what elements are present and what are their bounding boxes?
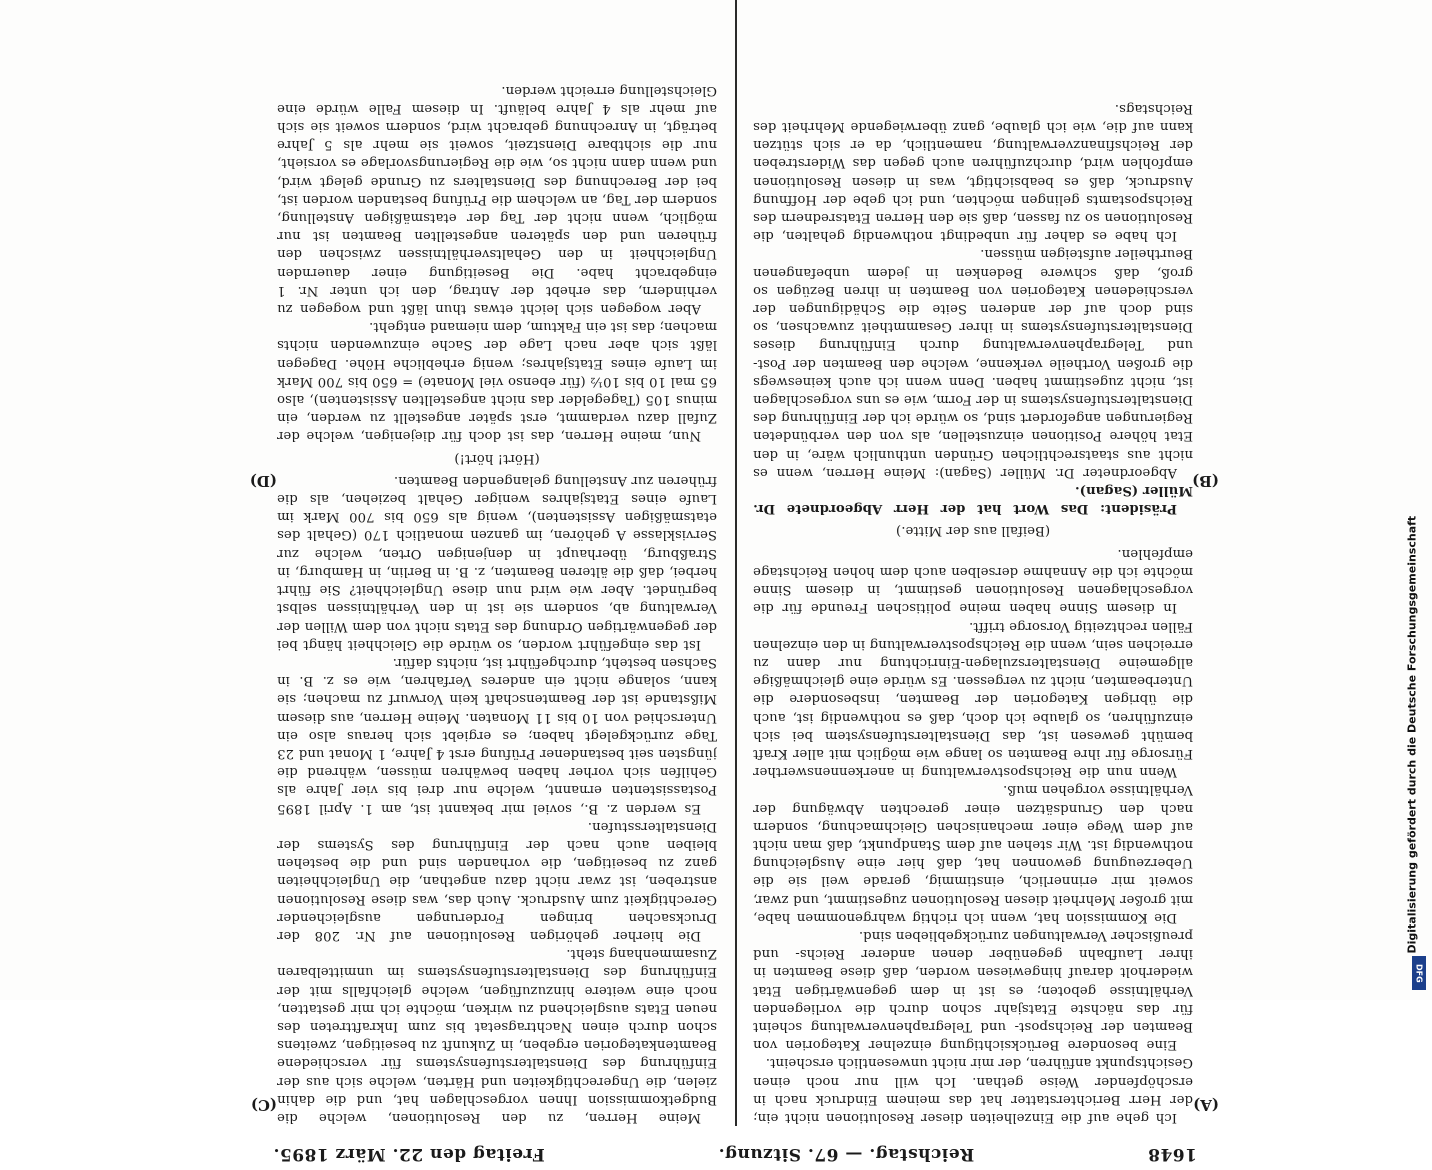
paragraph: Eine besondere Berücksichtigung einzelner Kategorien von Beamten der Reichspost- und Telegraphenverwaltung scheint für das nächste Etatsjahr schon durch die vorliegenden Verhältnisse geboten; es ist in dem gegenwärtigen Etat wiederholt darauf hingewiesen worden, daß diese Beamten in ihrer Laufbahn gegenüber denen anderer Reichs- und preußischer Verwaltungen zurückgeblieben sind. bbox=[753, 927, 1193, 1053]
paragraph: Meine Herren, zu den Resolutionen, welche die Budgetkommission Ihnen vorgeschlagen hat, und die dahin zielen, die Ungerechtigkeiten und Härten, welche sich aus der Einführung des Dienstalterstufensystems für verschiedene Beamtenkategorien ergeben, in Zukunft zu beseitigen, zweitens schon durch einen Nachtragsetat bis zum Inkrafttreten des neuen Etats ausgleichend zu wirken, möchte ich mir gestatten, noch eine weitere hinzuzufügen, welche gleichfalls mit der Einführung des Dienstalterstufensystems im unmittelbaren Zusammenhang steht. bbox=[277, 946, 717, 1125]
dfg-logo: DFG bbox=[1412, 956, 1426, 990]
paragraph: Aber wogegen sich leicht etwas thun läßt und wogegen zu verhindern, das erhebt der Antrag, den ich unter Nr. 1 eingebracht habe. Die Beseitigung einer dauernden Ungleichheit in den Gehaltsverhältnissen zwischen den früheren und den späteren angestellten Beamten ist nur möglich, wenn nicht der Tag der etatsmäßigen Anstellung, sondern der Tag, an welchem die Prüfung bestanden worden ist, bei der Berechnung des Dienstalters zu Grunde gelegt wird, und wenn dann nicht so, wie die Regierungsvorlage es vorsieht, nur die sichtbare Dienstzeit, soweit sie mehr als 5 Jahre beträgt, in Anrechnung gebracht wird, sondern soweit sie sich auf mehr als 4 Jahre beläuft. In diesem Falle würde eine Gleichstellung erreicht werden. bbox=[277, 82, 717, 317]
right-column bbox=[277, 0, 717, 1126]
paragraph: Ist das eingeführt worden, so würde die Gleichheit hängt bei der gegenwärtigen Ordnung des Etats nicht von dem Willen der Verwaltung ab, sondern sie ist in den Verhältnissen selbst begründet. Aber wie wird nun diese Ungleichheit? Sie führt herbei, daß die älteren Beamten, z. B. in Berlin, in Hamburg, in Straßburg, überhaupt in denjenigen Orten, welche zur Servisklasse A gehören, im ganzen monatlich 170 (Gehalt des etatsmäßigen Assistenten), wenig als 650 bis 700 Mark im Laufe eines Etatsjahres weniger Gehalt beziehen, als die früheren zur Anstellung gelangenden Beamten. bbox=[277, 472, 717, 652]
paragraph: In diesem Sinne haben meine politischen Freunde für die vorgeschlagenen Resolutionen gestimmt, in diesem Sinne möchte ich die Annahme derselben auch dem hohen Reichstage empfehlen. bbox=[753, 545, 1193, 616]
page-number: 1648 bbox=[1147, 1144, 1197, 1164]
paragraph: Die Kommission hat, wenn ich richtig wahrgenommen habe, mit großer Mehrheit diesen Resolutionen zugestimmt, und zwar, soweit mir erinnerlich, einstimmig, gerade weil sie die Ueberzeugung gewonnen hat, daß hier eine Ausgleichung nothwendig ist. Wir stehen auf dem Standpunkt, daß man nicht auf dem Wege einer mechanischen Gleichmachung, sondern nach den Grundsätzen einer gerechten Abwägung der Verhältnisse vorgehen muß. bbox=[753, 782, 1193, 925]
page-header bbox=[273, 1138, 1197, 1164]
paragraph: Es werden z. B., soviel mir bekannt ist, am 1. April 1895 Postassistenten ernannt, welche nur drei bis vier Jahre als Gehilfen sich vorher haben bewähren müssen, während die jüngsten seit bestandener Prüfung erst 4 Jahre, 1 Monat und 23 Tage zurückgelegt haben; es ergiebt sich heraus also ein Unterschied von 10 bis 11 Monaten. Meine Herren, aus diesem Mißstande ist der Beamtenschaft kein Vorwurf zu machen; sie kann, solange nicht ein anderes Verfahren, wie es z. B. in Sachsen besteht, durchgeführt ist, nichts dafür. bbox=[277, 654, 717, 816]
column-divider bbox=[735, 0, 737, 1126]
paragraph: Nun, meine Herren, das ist doch für diejenigen, welche der Zufall dazu verdammt, erst später angestellt zu werden, ein minus 105 (Tagegelder das nicht angestellten Assistenten), also 65 mal 10 bis 10½ (für ebenso viel Monate) = 650 bis 700 Mark im Laufe eines Etatsjahres; wenig erhebliche Höhe. Dagegen läßt sich aber nach Lage der Sache einzuwenden nichts machen; das ist ein Faktum, dem niemand entgeht. bbox=[277, 319, 717, 444]
digitization-credit: Digitalisierung gefördert durch die Deutsche Forschungsgemeinschaft bbox=[1405, 515, 1419, 954]
page-content bbox=[249, 0, 1219, 1170]
paragraph: Ich gehe auf die Einzelheiten dieser Resolutionen nicht ein; der Herr Berichterstatter hat das meinem Eindruck nach in erschöpfender Weise gethan. Ich will nur noch einen Gesichtspunkt anführen, der mir nicht unwesentlich erscheint. bbox=[753, 1055, 1193, 1125]
paragraph: Ich habe es daher für unbedingt nothwendig gehalten, die Resolutionen so zu fassen, daß sie den Herren Etatsrednern des Reichspostamts gelingen möchten, und ich gebe der Hoffnung Ausdruck, daß es beabsichtigt, was in diesen Resolutionen empfohlen wird, durchzuführen auch gegen das Widerstreben der Reichsfinanzverwaltung, namentlich, da er sich stützen kann auf die, wie ich glaube, ganz überwiegende Mehrheit des Reichstags. bbox=[753, 100, 1193, 244]
paragraph: Abgeordneter Dr. Müller (Sagan): Meine Herren, wenn es nicht aus staatsrechtlichen Gründen unthunlich wäre, in den Etat höhere Positionen einzustellen, als von den verbündeten Regierungen angefordert sind, so würde ich der Einführung des Dienstalterstufensystems in der Form, wie es uns vorgeschlagen ist, nicht zugestimmt haben. Denn wenn ich auch keineswegs die großen Vortheile verkenne, welche den Beamten der Post- und Telegraphenverwaltung durch Einführung dieses Dienstalterstufensystems in ihrer Gesammtheit zuwachsen, so sind doch auf der anderen Seite die Schädigungen der verschiedenen Kategorien von Beamten in ihren Bezügen so groß, daß schwere Bedenken in jedem unbefangenen Beurtheiler aufsteigen müssen. bbox=[753, 246, 1193, 480]
margin-mark-b: (B) bbox=[1192, 472, 1219, 490]
paragraph: Die hierher gehörigen Resolutionen auf Nr. 208 der Drucksachen bringen Forderungen ausgleichender Gerechtigkeit zum Ausdruck. Auch das, was diese Resolutionen anstreben, ist zwar nicht dazu angethan, die Ungleichheiten ganz zu beseitigen, die vorhanden sind und die bestehen bleiben auch nach der Einführung des Systems der Dienstaltersstufen. bbox=[277, 818, 717, 943]
margin-mark-a: (A) bbox=[1193, 1096, 1219, 1114]
applause-note: (Beifall aus der Mitte.) bbox=[895, 523, 1051, 539]
interjection-note: (Hört! hört!) bbox=[454, 450, 540, 466]
margin-mark-c: (C) bbox=[250, 1096, 277, 1114]
margin-mark-d: (D) bbox=[249, 472, 277, 490]
rotated-page bbox=[249, 0, 1219, 1170]
paragraph: Wenn nun die Reichspostverwaltung in anerkennenswerther Fürsorge für ihre Beamten so lange wie möglich mit aller Kraft bemüht gewesen ist, das Dienstalterstufensystem bei sich einzuführen, so glaube ich doch, daß es nothwendig ist, auch die übrigen Kategorien der Beamten, insbesondere die Unterbeamten, nicht zu vergessen. Es würde eine gleichmäßige allgemeine Dienstalterszulagen-Einrichtung nur dann zu erreichen sein, wenn die Reichspostverwaltung in den einzelnen Fällen rechtzeitig Vorsorge trifft. bbox=[753, 618, 1193, 780]
running-title: Reichstag. — 67. Sitzung. bbox=[718, 1144, 975, 1164]
left-column bbox=[753, 0, 1193, 1126]
speaker-line: Präsident: Das Wort hat der Herr Abgeordnete Dr. Müller (Sagan). bbox=[753, 483, 1193, 517]
session-date: Freitag den 22. März 1895. bbox=[273, 1144, 545, 1164]
